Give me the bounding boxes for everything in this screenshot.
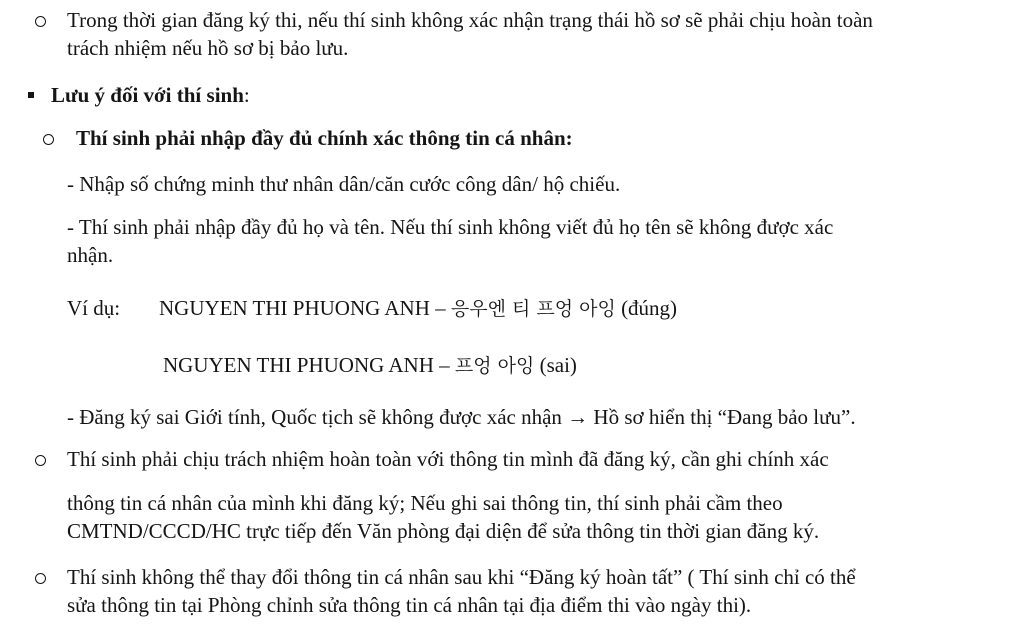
item2-line-name1: - Thí sinh phải nhập đầy đủ họ và tên. Nếu thí sinh không viết đủ họ tên sẽ không được xác: [67, 215, 834, 239]
item4-line1: Thí sinh không thể thay đổi thông tin cá nhân sau khi “Đăng ký hoàn tất” ( Thí sinh chỉ có thể: [67, 565, 856, 589]
example2-korean: 프엉 아잉: [454, 355, 535, 377]
item3-line3: CMTND/CCCD/HC trực tiếp đến Văn phòng đại diện để sửa thông tin thời gian đăng ký.: [67, 519, 820, 543]
note-heading: [51, 82, 250, 108]
item2-line-gender: - Đăng ký sai Giới tính, Quốc tịch sẽ không được xác nhận → Hồ sơ hiển thị “Đang bảo lưu”.: [67, 405, 856, 429]
circle-bullet-icon: [43, 134, 54, 145]
item3-line1: Thí sinh phải chịu trách nhiệm hoàn toàn với thông tin mình đã đăng ký, cần ghi chính xác: [67, 447, 829, 471]
example1-result: (đúng): [621, 296, 678, 320]
circle-bullet-icon: [35, 573, 46, 584]
square-bullet-icon: [28, 92, 34, 98]
item1-line1: Trong thời gian đăng ký thi, nếu thí sinh không xác nhận trạng thái hồ sơ sẽ phải chịu hoàn toàn: [67, 8, 873, 32]
item2-line-name2: nhận.: [67, 243, 114, 267]
note-heading-colon: :: [243, 83, 250, 107]
example1-korean: 응우엔 티 프엉 아잉: [450, 298, 616, 320]
example1: [159, 295, 677, 322]
item2-heading: Thí sinh phải nhập đầy đủ chính xác thông tin cá nhân:: [76, 126, 573, 150]
item4-line2: sửa thông tin tại Phòng chỉnh sửa thông tin cá nhân tại địa điểm thi vào ngày thi).: [67, 593, 752, 617]
circle-bullet-icon: [35, 455, 46, 466]
item1-line2: trách nhiệm nếu hồ sơ bị bảo lưu.: [67, 36, 349, 60]
item3-line2: thông tin cá nhân của mình khi đăng ký; Nếu ghi sai thông tin, thí sinh phải cầm theo: [67, 491, 783, 515]
circle-bullet-icon: [35, 16, 46, 27]
example2-result: (sai): [539, 353, 577, 377]
note-heading-text: Lưu ý đối với thí sinh: [51, 83, 244, 107]
example2: [163, 352, 577, 379]
item2-line-id: - Nhập số chứng minh thư nhân dân/căn cước công dân/ hộ chiếu.: [67, 172, 621, 196]
example-label: Ví dụ:: [67, 296, 121, 320]
example2-latin: NGUYEN THI PHUONG ANH –: [163, 353, 450, 377]
example1-latin: NGUYEN THI PHUONG ANH –: [159, 296, 446, 320]
